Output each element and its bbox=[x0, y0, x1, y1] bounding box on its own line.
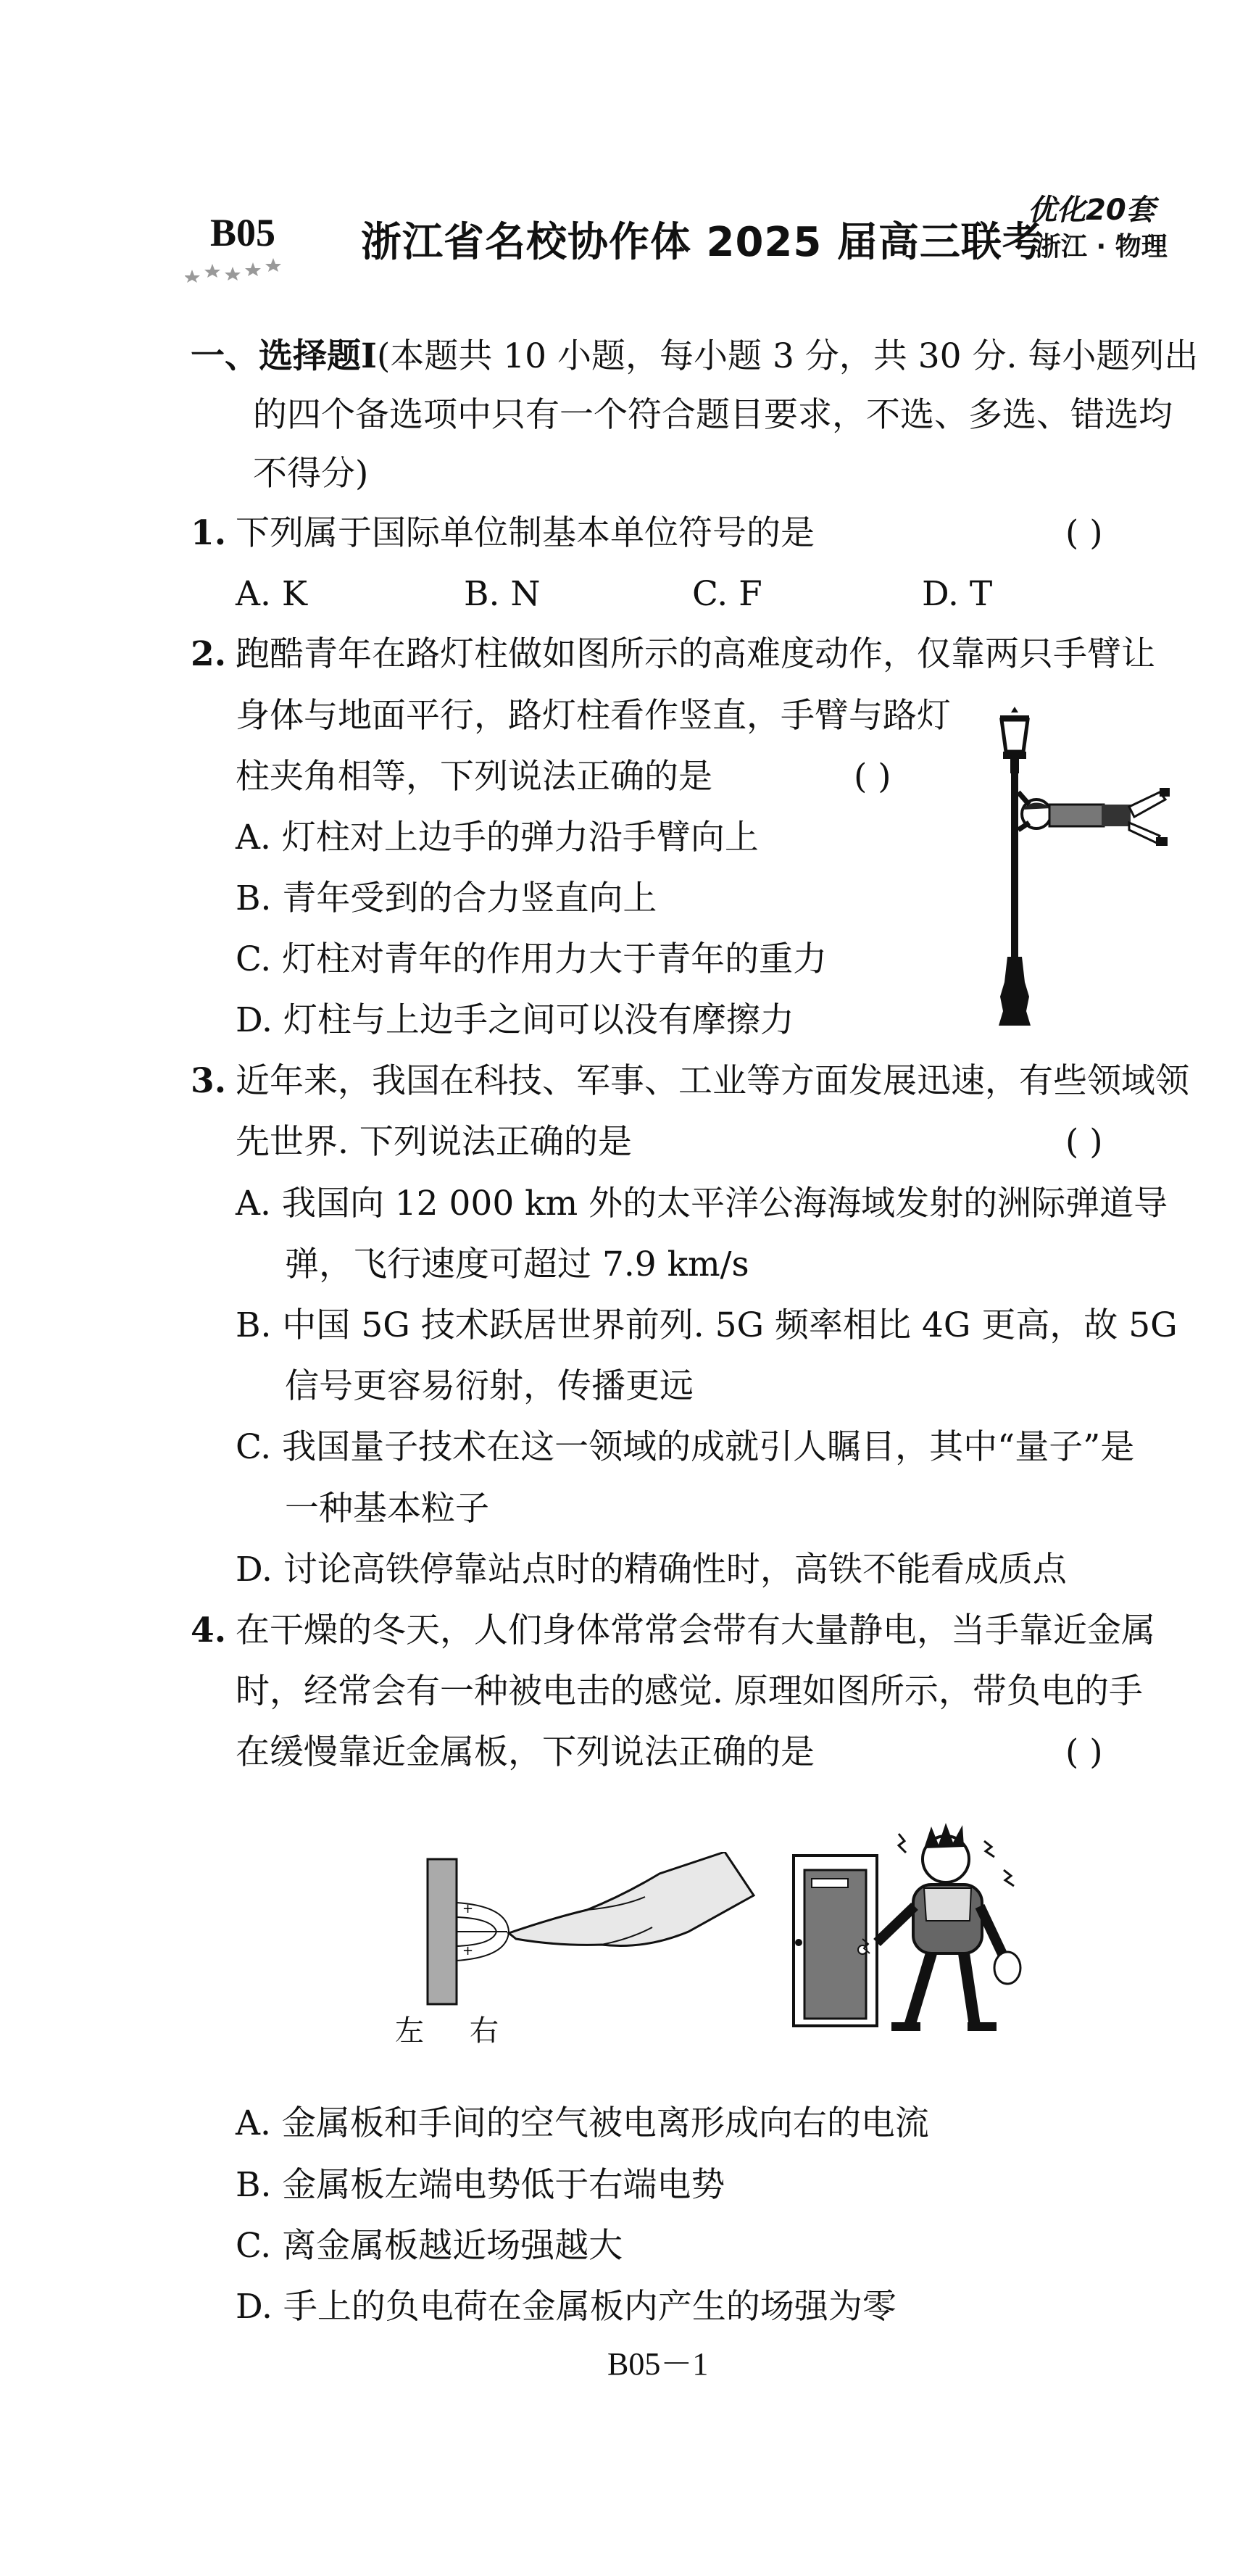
answer-bracket: ( ) bbox=[854, 757, 891, 797]
option-a-line2: 弹，飞行速度可超过 7.9 km/s bbox=[285, 1245, 749, 1284]
section-intro-line1 bbox=[191, 335, 1198, 378]
option-d: D. 手上的负电荷在金属板内产生的场强为零 bbox=[236, 2287, 897, 2327]
svg-text:+: + bbox=[462, 1943, 474, 1958]
brand-subject: 浙江 · 物理 bbox=[1035, 232, 1168, 262]
question-stem-line1: 近年来，我国在科技、军事、工业等方面发展迅速，有些领域领 bbox=[236, 1061, 1189, 1101]
question-number: 1. bbox=[191, 513, 227, 553]
question-stem-line3: 在缓慢靠近金属板，下列说法正确的是 bbox=[236, 1732, 815, 1772]
question-number: 3. bbox=[191, 1061, 227, 1101]
option-b: B. 青年受到的合力竖直向上 bbox=[236, 878, 657, 918]
option-b-line1: B. 中国 5G 技术跃居世界前列. 5G 频率相比 4G 更高，故 5G bbox=[236, 1305, 1178, 1345]
option-a: A. 灯柱对上边手的弹力沿手臂向上 bbox=[236, 818, 759, 857]
figure-label-right: 右 bbox=[470, 2014, 499, 2048]
lamp-post-figure bbox=[978, 707, 1185, 1029]
option-b: B. 金属板左端电势低于右端电势 bbox=[236, 2165, 725, 2205]
question-stem-line2: 时，经常会有一种被电击的感觉. 原理如图所示，带负电的手 bbox=[236, 1671, 1143, 1711]
question-stem-line1: 跑酷青年在路灯柱做如图所示的高难度动作，仅靠两只手臂让 bbox=[236, 634, 1155, 674]
option-c-line1: C. 我国量子技术在这一领域的成就引人瞩目，其中“量子”是 bbox=[236, 1427, 1135, 1467]
question-number: 2. bbox=[191, 634, 227, 674]
option-a: A. 金属板和手间的空气被电离形成向右的电流 bbox=[236, 2103, 929, 2143]
option-b-line2: 信号更容易衍射，传播更远 bbox=[285, 1366, 694, 1406]
option-d: D. 灯柱与上边手之间可以没有摩擦力 bbox=[236, 1000, 794, 1040]
answer-bracket: ( ) bbox=[1065, 513, 1103, 553]
answer-bracket: ( ) bbox=[1065, 1122, 1103, 1162]
option-c: C. F bbox=[692, 574, 762, 614]
section-intro-text: (本题共 10 小题，每小题 3 分，共 30 分. 每小题列出 bbox=[377, 336, 1199, 376]
option-b: B. N bbox=[464, 574, 541, 614]
option-c-line2: 一种基本粒子 bbox=[285, 1489, 489, 1529]
metal-plate-hand-figure bbox=[384, 1852, 761, 2026]
question-stem-line2: 身体与地面平行，路灯柱看作竖直，手臂与路灯 bbox=[236, 696, 951, 736]
star-decoration-icon bbox=[185, 254, 294, 283]
brand-logo: 优化20套 bbox=[1028, 194, 1155, 227]
section-heading: 一、选择题Ⅰ bbox=[191, 336, 377, 376]
question-stem: 下列属于国际单位制基本单位符号的是 bbox=[236, 513, 815, 553]
figure-label-left: 左 bbox=[395, 2014, 424, 2048]
option-c: C. 灯柱对青年的作用力大于青年的重力 bbox=[236, 939, 828, 979]
paper-code: B05 bbox=[210, 211, 276, 254]
section-intro-line2: 的四个备选项中只有一个符合题目要求，不选、多选、错选均 bbox=[253, 395, 1173, 435]
option-a: A. K bbox=[236, 574, 307, 614]
option-a-line1: A. 我国向 12 000 km 外的太平洋公海海域发射的洲际弹道导 bbox=[236, 1184, 1168, 1223]
exam-title: 浙江省名校协作体 2025 届高三联考 bbox=[361, 219, 1044, 266]
option-d: D. T bbox=[922, 574, 993, 614]
question-stem-line3: 柱夹角相等，下列说法正确的是 bbox=[236, 757, 712, 797]
option-c: C. 离金属板越近场强越大 bbox=[236, 2226, 623, 2266]
shocked-person-door-figure bbox=[790, 1819, 1029, 2037]
option-d: D. 讨论高铁停靠站点时的精确性时，高铁不能看成质点 bbox=[236, 1550, 1067, 1590]
svg-text:+: + bbox=[462, 1901, 474, 1916]
question-stem-line2: 先世界. 下列说法正确的是 bbox=[236, 1122, 632, 1162]
answer-bracket: ( ) bbox=[1065, 1732, 1103, 1772]
question-stem-line1: 在干燥的冬天，人们身体常常会带有大量静电，当手靠近金属 bbox=[236, 1611, 1155, 1650]
section-intro-line3: 不得分) bbox=[253, 454, 369, 494]
page-number: B05－1 bbox=[607, 2346, 709, 2382]
question-number: 4. bbox=[191, 1611, 227, 1650]
